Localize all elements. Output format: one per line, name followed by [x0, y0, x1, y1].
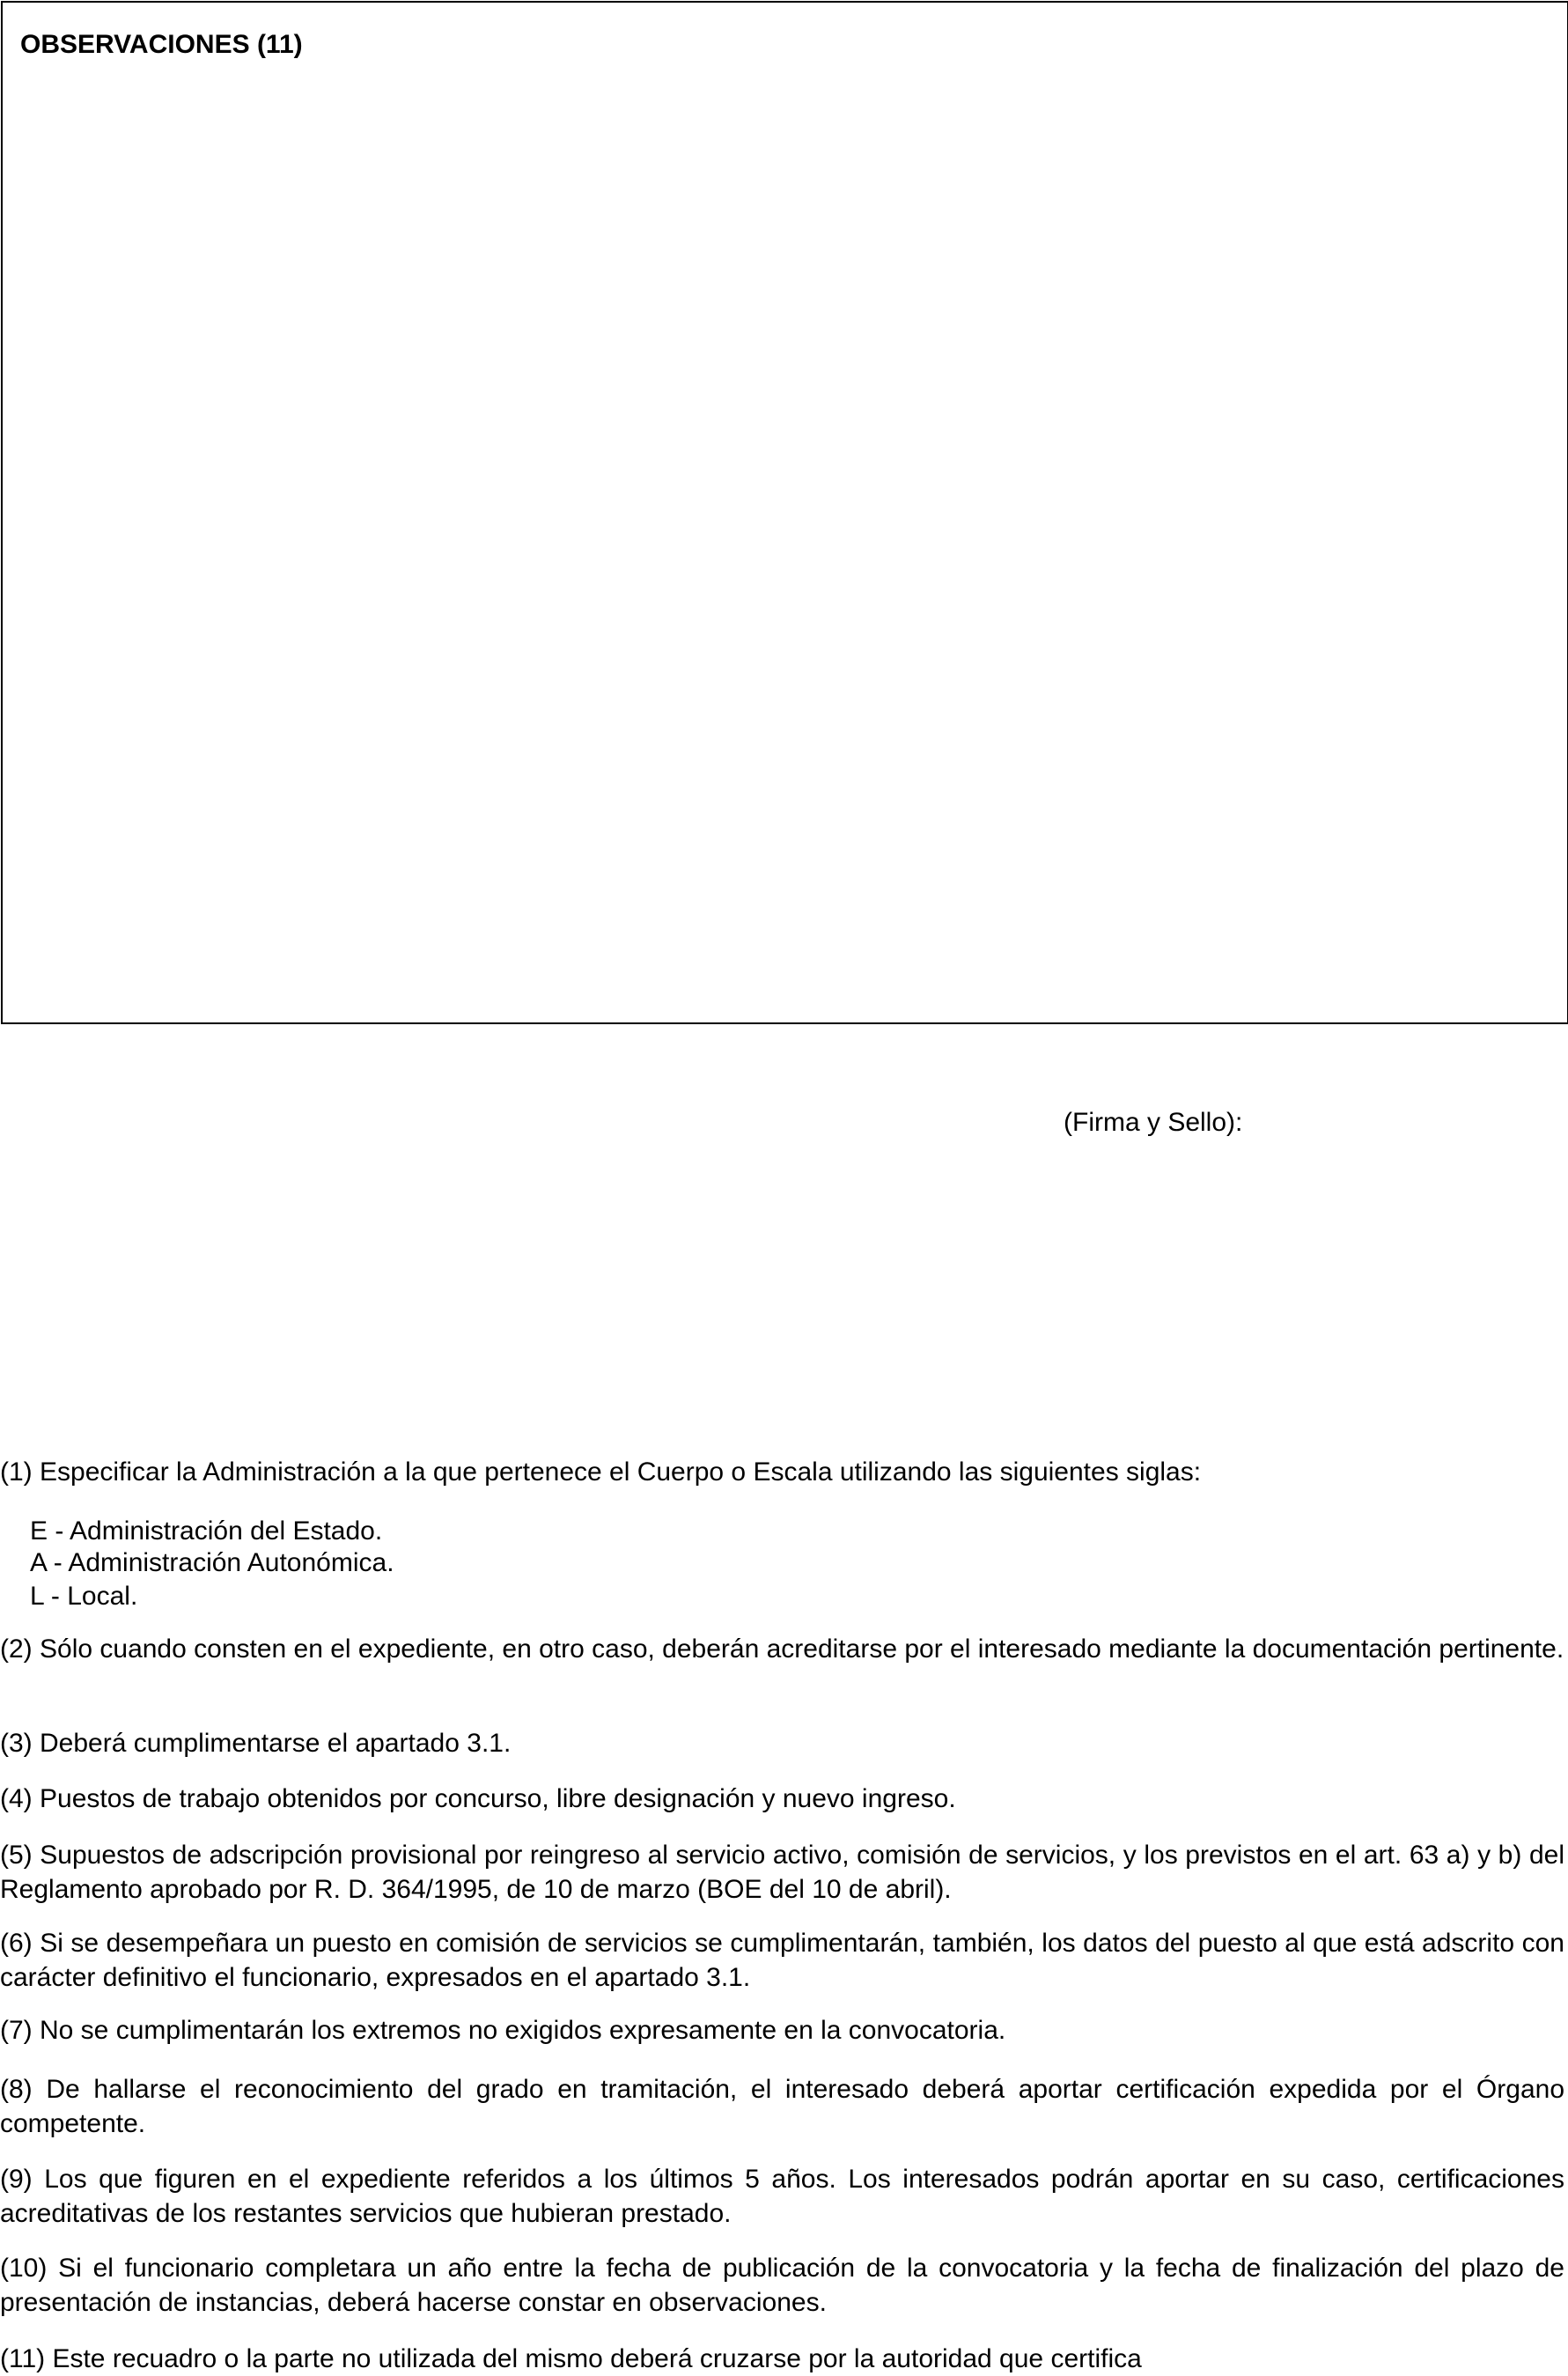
footnote-10: (10) Si el funcionario completara un año entre la fecha de publicación de la convocatoria y la fecha de finalización del plazo de presentación de instancias, deberá hacerse constar en observaciones.	[0, 2254, 1564, 2317]
sigla-a: A - Administración Autonómica.	[30, 1548, 394, 1577]
footnote-7: (7) No se cumplimentarán los extremos no exigidos expresamente en la convocatoria.	[0, 2016, 1006, 2045]
observaciones-box[interactable]	[1, 1, 1568, 1024]
footnote-5: (5) Supuestos de adscripción provisional por reingreso al servicio activo, comisión de servicios, y los previstos en el art. 63 a) y b) del Reglamento aprobado por R. D. 364/1995, de 10 de marzo (BOE del 10 de abril).	[0, 1841, 1564, 1904]
footnote-2: (2) Sólo cuando consten en el expediente, en otro caso, deberán acreditarse por el interesado mediante la documentación pertinente.	[0, 1634, 1564, 1664]
firma-y-sello-label: (Firma y Sello):	[1064, 1108, 1243, 1137]
footnote-1: (1) Especificar la Administración a la que pertenece el Cuerpo o Escala utilizando las siguientes siglas:	[0, 1457, 1202, 1487]
footnote-8: (8) De hallarse el reconocimiento del grado en tramitación, el interesado deberá aportar certificación expedida por el Órgano competente.	[0, 2075, 1564, 2138]
observaciones-title: OBSERVACIONES (11)	[20, 30, 303, 59]
footnote-3: (3) Deberá cumplimentarse el apartado 3.1.	[0, 1729, 512, 1758]
footnote-11: (11) Este recuadro o la parte no utilizada del mismo deberá cruzarse por la autoridad que certifica	[0, 2344, 1142, 2373]
sigla-e: E - Administración del Estado.	[30, 1516, 383, 1546]
footnote-4: (4) Puestos de trabajo obtenidos por concurso, libre designación y nuevo ingreso.	[0, 1784, 956, 1813]
footnote-9: (9) Los que figuren en el expediente referidos a los últimos 5 años. Los interesados podrán aportar en su caso, certificaciones acreditativas de los restantes servicios que hubieran prestado.	[0, 2165, 1564, 2228]
footnote-6: (6) Si se desempeñara un puesto en comisión de servicios se cumplimentarán, también, los datos del puesto al que está adscrito con carácter definitivo el funcionario, expresados en el apartado 3.1.	[0, 1929, 1564, 1992]
sigla-l: L - Local.	[30, 1582, 138, 1611]
